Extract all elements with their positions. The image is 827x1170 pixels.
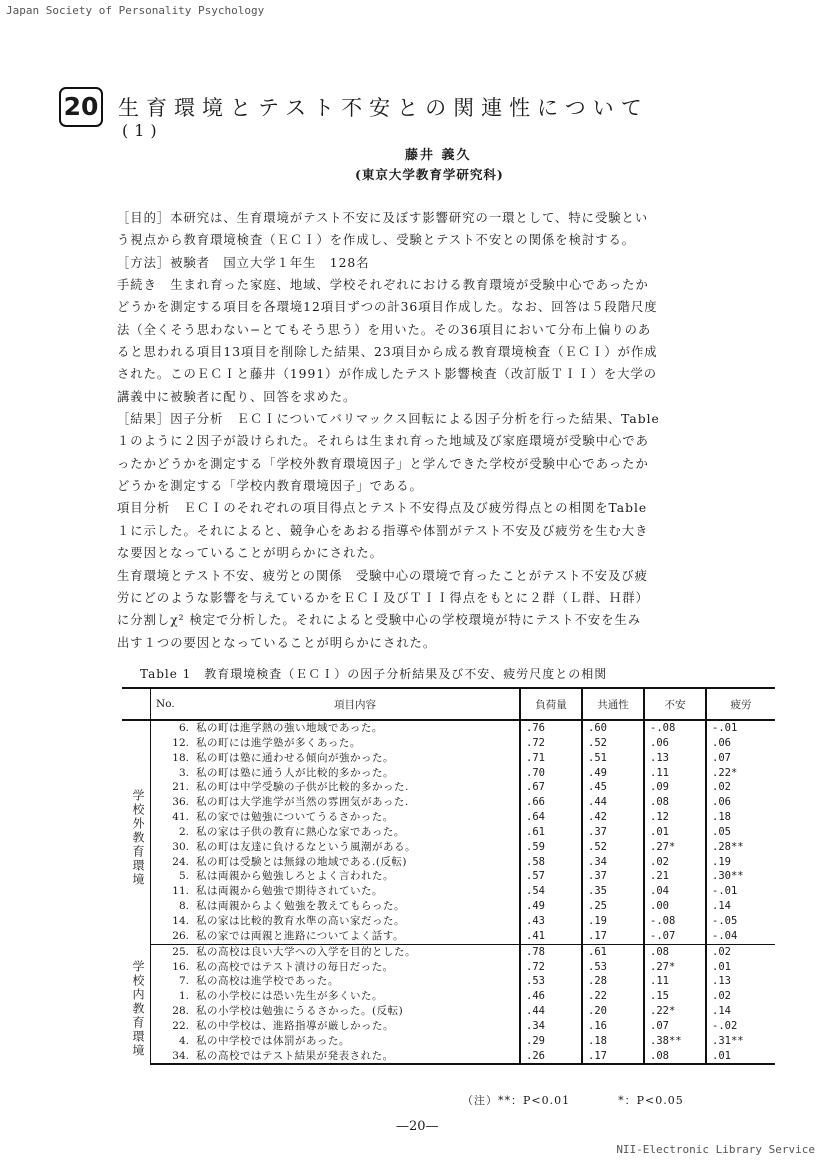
fatigue-corr: .06 xyxy=(706,795,775,810)
table-row xyxy=(122,884,775,899)
communality-value: .37 xyxy=(582,869,644,884)
item-number: 34. xyxy=(151,1049,192,1065)
communality-value: .17 xyxy=(582,1049,644,1065)
item-text: 私は両親から勉強しろとよく言われた。 xyxy=(196,870,394,883)
loading-value: .61 xyxy=(520,825,582,840)
table-row xyxy=(122,810,775,825)
communality-value: .51 xyxy=(582,751,644,766)
loading-col-header: 負荷量 xyxy=(520,688,582,720)
no-col-header: No. xyxy=(151,688,192,720)
table-row xyxy=(122,720,775,736)
item-text: 私の中学校は、進路指導が厳しかった。 xyxy=(196,1019,394,1032)
anxiety-corr: .22* xyxy=(644,1004,706,1019)
item-number: 28. xyxy=(172,1005,189,1018)
fatigue-corr: -.01 xyxy=(706,720,775,736)
table-row xyxy=(122,960,775,975)
item-number: 36. xyxy=(172,796,189,809)
table-row xyxy=(122,914,775,929)
item-number: 12. xyxy=(172,736,189,749)
fatigue-corr: -.04 xyxy=(706,929,775,944)
anxiety-corr: .38** xyxy=(644,1034,706,1049)
table-caption: Table 1 教育環境検査（ＥＣＩ）の因子分析結果及び不安、疲労尺度との相関 xyxy=(140,667,608,681)
anxiety-corr: .02 xyxy=(644,855,706,870)
loading-value: .41 xyxy=(520,929,582,944)
loading-value: .43 xyxy=(520,914,582,929)
communality-value: .35 xyxy=(582,884,644,899)
loading-value: .59 xyxy=(520,840,582,855)
communality-value: .49 xyxy=(582,766,644,781)
body-line: 手続き 生まれ育った家庭、地域、学校それぞれにおける教育環境が受験中心であったか xyxy=(117,278,649,293)
loading-value: .72 xyxy=(520,960,582,975)
anxiety-corr: .13 xyxy=(644,751,706,766)
table-row xyxy=(122,974,775,989)
item-number: 18. xyxy=(172,751,189,764)
communality-value: .44 xyxy=(582,795,644,810)
anxiety-corr: .08 xyxy=(644,1049,706,1065)
item-text: 私は両親から勉強で期待されていた。 xyxy=(196,885,383,898)
fatigue-corr: .14 xyxy=(706,1004,775,1019)
anxiety-corr: .11 xyxy=(644,974,706,989)
anxiety-corr: -.08 xyxy=(644,720,706,736)
fatigue-corr: .30** xyxy=(706,869,775,884)
communality-value: .60 xyxy=(582,720,644,736)
anxiety-corr: .08 xyxy=(644,944,706,959)
anxiety-corr: .27* xyxy=(644,960,706,975)
group-label: 学校内教育環境 xyxy=(122,944,151,1064)
item-text: 私の高校ではテスト結果が発表された。 xyxy=(191,1049,520,1065)
item-number: 2. xyxy=(178,825,189,838)
group-col-header xyxy=(122,688,151,720)
anxiety-corr: .27* xyxy=(644,840,706,855)
body-line: 出す１つの要因となっていることが明らかにされた。 xyxy=(117,635,437,650)
body-line: な要因となっていることが明らかにされた。 xyxy=(117,546,383,561)
anxiety-corr: .11 xyxy=(644,766,706,781)
table-row xyxy=(122,855,775,870)
communality-value: .16 xyxy=(582,1019,644,1034)
author-affiliation: (東京大学教育学研究科) xyxy=(355,167,504,182)
loading-value: .67 xyxy=(520,780,582,795)
communality-value: .19 xyxy=(582,914,644,929)
anxiety-corr: .00 xyxy=(644,899,706,914)
paper-title: 生育環境とテスト不安との関連性について xyxy=(118,96,649,120)
table-row xyxy=(122,899,775,914)
anxiety-corr: .15 xyxy=(644,989,706,1004)
body-line: ［目的］本研究は、生育環境がテスト不安に及ぼす影響研究の一環として、特に受験とい xyxy=(117,211,649,225)
item-text: 私の町は友達に負けるなという風潮がある。 xyxy=(196,840,416,853)
loading-value: .44 xyxy=(520,1004,582,1019)
body-line: 労にどのような影響を与えているかをＥＣＩ及びＴＩＩ得点をもとに２群（Ｌ群、Ｈ群） xyxy=(117,590,649,605)
fatigue-corr: .01 xyxy=(706,1049,775,1065)
table-row xyxy=(122,825,775,840)
loading-value: .76 xyxy=(520,720,582,736)
author-name: 藤井 義久 xyxy=(405,148,472,163)
fatigue-corr: .07 xyxy=(706,751,775,766)
body-line: どうかを測定する「学校内教育環境因子」である。 xyxy=(117,479,423,494)
item-number: 26. xyxy=(151,929,192,944)
communality-value: .42 xyxy=(582,810,644,825)
body-line: ったかどうかを測定する「学校外教育環境因子」と学んできた学校が受験中心であったか xyxy=(117,456,649,471)
item-text: 私の小学校には恐い先生が多くいた。 xyxy=(196,990,383,1003)
anxiety-col-header: 不安 xyxy=(644,688,706,720)
table-header-row xyxy=(122,688,775,720)
table-note: （注）**：P<0.01 *：P<0.05 xyxy=(462,1094,684,1107)
item-number: 24. xyxy=(172,855,189,868)
fatigue-corr: .28** xyxy=(706,840,775,855)
item-text: 私の高校ではテスト漬けの毎日だった。 xyxy=(196,960,394,973)
body-line: ［結果］因子分析 ＥＣＩについてバリマックス回転による因子分析を行った結果、Table xyxy=(117,412,660,427)
item-text: 私の家は子供の教育に熱心な家であった。 xyxy=(196,825,405,838)
body-line: 法（全くそう思わない−とてもそう思う）を用いた。その36項目において分布上偏りのあ xyxy=(117,322,652,337)
table-row xyxy=(122,795,775,810)
item-number: 6. xyxy=(178,722,189,734)
item-text: 私の家は比較的教育水準の高い家だった。 xyxy=(196,914,405,927)
paper-number-badge: 20 xyxy=(59,87,103,127)
fatigue-corr: .19 xyxy=(706,855,775,870)
body-line: １に示した。それによると、競争心をあおる指導や体罰がテスト不安及び疲労を生む大き xyxy=(117,523,649,538)
table-row xyxy=(122,989,775,1004)
communality-value: .18 xyxy=(582,1034,644,1049)
communality-value: .17 xyxy=(582,929,644,944)
body-line: ［方法］被験者 国立大学１年生 128名 xyxy=(117,255,370,270)
group-label: 学校外教育環境 xyxy=(122,720,151,944)
fatigue-corr: .02 xyxy=(706,780,775,795)
fatigue-corr: .02 xyxy=(706,944,775,959)
table-row xyxy=(122,1019,775,1034)
item-text: 私の高校は進学校であった。 xyxy=(196,975,339,988)
journal-header: Japan Society of Personality Psychology xyxy=(6,4,265,17)
loading-value: .57 xyxy=(520,869,582,884)
loading-value: .53 xyxy=(520,974,582,989)
table-row xyxy=(122,1004,775,1019)
anxiety-corr: .12 xyxy=(644,810,706,825)
fatigue-corr: -.01 xyxy=(706,884,775,899)
body-line: う視点から教育環境検査（ＥＣＩ）を作成し、受験とテスト不安との関係を検討する。 xyxy=(117,233,636,248)
loading-value: .64 xyxy=(520,810,582,825)
anxiety-corr: -.08 xyxy=(644,914,706,929)
body-line: 講義中に被験者に配り、回答を求めた。 xyxy=(117,389,357,404)
body-line: された。このＥＣＩと藤井（1991）が作成したテスト影響検査（改訂版ＴＩＩ）を大学の xyxy=(117,367,658,382)
body-line: に分割しχ² 検定で分析した。それによると受験中心の学校環境が特にテスト不安を生み xyxy=(117,613,642,628)
table-row xyxy=(122,929,775,944)
page-number: —20— xyxy=(396,1119,439,1134)
loading-value: .26 xyxy=(520,1049,582,1065)
item-number: 11. xyxy=(172,885,189,898)
fatigue-corr: .14 xyxy=(706,899,775,914)
fatigue-corr: .13 xyxy=(706,974,775,989)
anxiety-corr: -.07 xyxy=(644,929,706,944)
communality-value: .52 xyxy=(582,736,644,751)
item-text: 私の高校は良い大学への入学を目的とした。 xyxy=(196,945,416,958)
fatigue-col-header: 疲労 xyxy=(706,688,775,720)
communality-value: .61 xyxy=(582,944,644,959)
item-col-header: 項目内容 xyxy=(191,688,520,720)
item-number: 5. xyxy=(178,870,189,883)
item-text: 私の家では勉強についてうるさかった。 xyxy=(196,811,394,824)
item-number: 30. xyxy=(172,840,189,853)
table-row xyxy=(122,1034,775,1049)
item-text: 私の町は中学受験の子供が比較的多かった. xyxy=(196,781,409,794)
communality-value: .53 xyxy=(582,960,644,975)
fatigue-corr: .31** xyxy=(706,1034,775,1049)
body-line: 生育環境とテスト不安、疲労との関係 受験中心の環境で育ったことがテスト不安及び疲 xyxy=(117,568,648,583)
item-text: 私の町は塾に通わせる傾向が強かった。 xyxy=(196,751,394,764)
communality-value: .52 xyxy=(582,840,644,855)
item-number: 14. xyxy=(172,914,189,927)
fatigue-corr: -.05 xyxy=(706,914,775,929)
eci-factor-table xyxy=(122,687,775,1065)
table-row xyxy=(122,751,775,766)
communality-value: .20 xyxy=(582,1004,644,1019)
item-text: 私の家では両親と進路についてよく話す。 xyxy=(191,929,520,944)
item-text: 私の町は受験とは無縁の地域である.(反転) xyxy=(196,855,408,868)
fatigue-corr: -.02 xyxy=(706,1019,775,1034)
fatigue-corr: .06 xyxy=(706,736,775,751)
item-text: 私の町には進学塾が多くあった。 xyxy=(196,736,361,749)
item-text: 私の町は塾に通う人が比較的多かった。 xyxy=(196,766,394,779)
item-number: 16. xyxy=(172,960,189,973)
body-line: ると思われる項目13項目を削除した結果、23項目から成る教育環境検査（ＥＣＩ）が作成 xyxy=(117,345,658,360)
fatigue-corr: .02 xyxy=(706,989,775,1004)
body-text xyxy=(117,207,772,654)
anxiety-corr: .08 xyxy=(644,795,706,810)
fatigue-corr: .18 xyxy=(706,810,775,825)
loading-value: .66 xyxy=(520,795,582,810)
item-number: 3. xyxy=(178,766,189,779)
anxiety-corr: .06 xyxy=(644,736,706,751)
fatigue-corr: .01 xyxy=(706,960,775,975)
anxiety-corr: .01 xyxy=(644,825,706,840)
item-number: 22. xyxy=(172,1019,189,1032)
loading-value: .71 xyxy=(520,751,582,766)
item-number: 25. xyxy=(172,945,189,958)
loading-value: .34 xyxy=(520,1019,582,1034)
item-text: 私の町は大学進学が当然の雰囲気があった. xyxy=(196,796,409,809)
table-row xyxy=(122,869,775,884)
communality-value: .28 xyxy=(582,974,644,989)
loading-value: .49 xyxy=(520,899,582,914)
item-text: 私の町は進学熱の強い地域であった。 xyxy=(196,722,383,734)
loading-value: .46 xyxy=(520,989,582,1004)
table-row xyxy=(122,944,775,959)
table-row xyxy=(122,766,775,781)
item-number: 21. xyxy=(172,781,189,794)
item-text: 私の小学校は勉強にうるさかった。(反転) xyxy=(196,1005,404,1018)
loading-value: .54 xyxy=(520,884,582,899)
body-line: 項目分析 ＥＣＩのそれぞれの項目得点とテスト不安得点及び疲労得点との相関をTable xyxy=(117,501,648,516)
item-text: 私は両親からよく勉強を教えてもらった。 xyxy=(196,900,405,913)
communality-value: .45 xyxy=(582,780,644,795)
table-row xyxy=(122,780,775,795)
loading-value: .70 xyxy=(520,766,582,781)
table-row xyxy=(122,1049,775,1065)
anxiety-corr: .07 xyxy=(644,1019,706,1034)
item-number: 41. xyxy=(172,811,189,824)
communality-value: .25 xyxy=(582,899,644,914)
item-number: 7. xyxy=(178,975,189,988)
paper-title-part: (1) xyxy=(122,121,163,140)
communality-value: .22 xyxy=(582,989,644,1004)
anxiety-corr: .21 xyxy=(644,869,706,884)
item-number: 1. xyxy=(178,990,189,1003)
fatigue-corr: .05 xyxy=(706,825,775,840)
item-text: 私の中学校では体罰があった。 xyxy=(196,1034,350,1047)
item-number: 4. xyxy=(178,1034,189,1047)
fatigue-corr: .22* xyxy=(706,766,775,781)
body-line: １のように２因子が設けられた。それらは生まれ育った地域及び家庭環境が受験中心であ xyxy=(117,434,649,449)
body-line: どうかを測定する項目を各環境12項目ずつの計36項目作成した。なお、回答は５段階尺度 xyxy=(117,300,658,315)
anxiety-corr: .04 xyxy=(644,884,706,899)
loading-value: .58 xyxy=(520,855,582,870)
communality-value: .37 xyxy=(582,825,644,840)
library-footer: NII-Electronic Library Service xyxy=(616,1143,815,1156)
item-number: 8. xyxy=(178,900,189,913)
loading-value: .78 xyxy=(520,944,582,959)
table-row xyxy=(122,736,775,751)
anxiety-corr: .09 xyxy=(644,780,706,795)
table-body xyxy=(122,720,775,1064)
communality-col-header: 共通性 xyxy=(582,688,644,720)
loading-value: .72 xyxy=(520,736,582,751)
communality-value: .34 xyxy=(582,855,644,870)
table-row xyxy=(122,840,775,855)
loading-value: .29 xyxy=(520,1034,582,1049)
